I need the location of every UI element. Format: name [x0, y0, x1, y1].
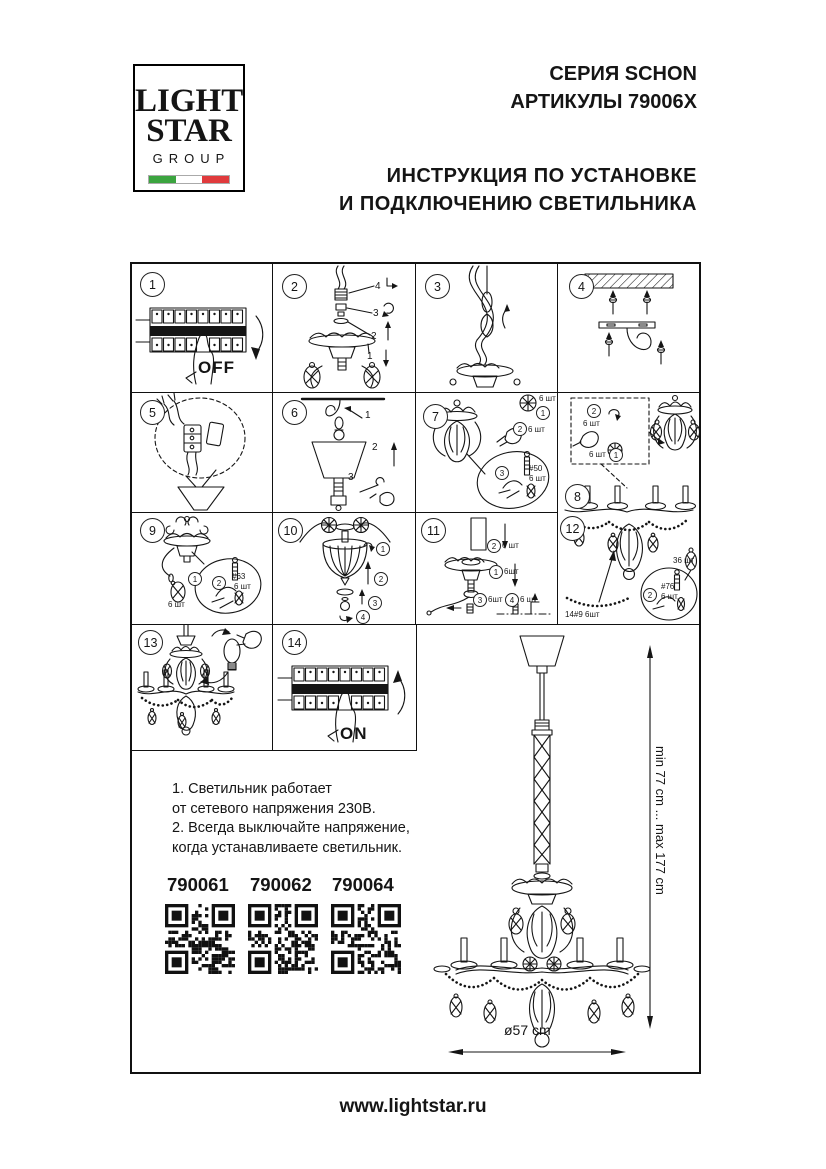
qty-label: 6шт [488, 595, 503, 604]
marker-3: 3 [368, 596, 382, 610]
step-number: 1 [140, 272, 165, 297]
qty-label: 6 шт [528, 425, 545, 434]
step-number: 6 [282, 400, 307, 425]
step-4-cell [557, 264, 699, 392]
marker-2: 2 [487, 539, 501, 553]
italian-flag-stripe [148, 175, 230, 184]
article-number: 790061 [167, 874, 229, 895]
qty-label: 6 шт [529, 474, 546, 483]
flag-red-segment [202, 176, 229, 183]
part-label: 2 [372, 442, 378, 453]
note-line: от сетевого напряжения 230В. [172, 800, 376, 817]
lightstar-logo [133, 64, 245, 192]
qty-label: 6 шт [168, 600, 185, 609]
marker-2: 2 [212, 576, 226, 590]
part-label: 1 [367, 351, 373, 362]
step-10-cell [272, 512, 415, 624]
step-9-cell [132, 512, 272, 624]
step-5-cell [132, 392, 272, 512]
qty-label: 6шт [504, 567, 519, 576]
marker-3: 3 [495, 466, 509, 480]
beads-qty-label: 14#9 6шт [565, 610, 600, 619]
instruction-title-line1: ИНСТРУКЦИЯ ПО УСТАНОВКЕ [386, 165, 697, 187]
logo-word-star: STAR [146, 113, 232, 149]
instruction-title-line2: И ПОДКЛЮЧЕНИЮ СВЕТИЛЬНИКА [338, 193, 697, 215]
part-code-label: #63 [232, 572, 246, 581]
qty-label: 6 шт [520, 595, 537, 604]
marker-1: 1 [489, 565, 503, 579]
step-number: 2 [282, 274, 307, 299]
step-13-cell [132, 624, 272, 750]
diameter-dimension-label: ø57 cm [504, 1022, 551, 1038]
grid-line [416, 624, 417, 750]
marker-1: 1 [188, 572, 202, 586]
on-label: ON [340, 724, 368, 743]
step-number: 8 [565, 484, 590, 509]
step-8-12-cell [557, 392, 699, 624]
step-number: 7 [423, 404, 448, 429]
grid-line [132, 750, 417, 751]
step-14-cell [272, 624, 416, 750]
part-label: 2 [371, 331, 377, 342]
step-11-cell [415, 512, 557, 624]
qty-label: 6 шт [583, 419, 600, 428]
articles-title: АРТИКУЛЫ 79006X [510, 91, 697, 113]
step-number: 9 [140, 518, 165, 543]
qr-code [248, 904, 318, 974]
part-label: 3 [348, 472, 354, 483]
step-7-cell [415, 392, 557, 512]
note-line: 2. Всегда выключайте напряжение, [172, 820, 410, 836]
part-code-label: #50 [529, 464, 543, 473]
logo-word-group: GROUP [152, 151, 231, 166]
logo-word-light: LIGHT [135, 83, 244, 119]
marker-4: 4 [505, 593, 519, 607]
qty-label: 6 шт [234, 582, 251, 591]
marker-2: 2 [374, 572, 388, 586]
marker-1: 1 [536, 406, 550, 420]
note-line: 1. Светильник работает [172, 781, 332, 797]
part-label: 1 [365, 410, 371, 421]
step-number: 14 [282, 630, 307, 655]
marker-4: 4 [356, 610, 370, 624]
part-label: 3 [373, 308, 379, 319]
marker-1: 1 [376, 542, 390, 556]
height-dimension-label: min 77 cm ... max 177 cm [653, 746, 668, 895]
document-titles [339, 60, 697, 218]
part-label: 4 [375, 281, 381, 292]
website-url: www.lightstar.ru [339, 1096, 487, 1117]
marker-3: 3 [473, 593, 487, 607]
article-number: 790064 [332, 874, 394, 895]
marker-2: 2 [587, 404, 601, 418]
step-3-cell [415, 264, 557, 392]
instruction-sheet [130, 262, 701, 1074]
qr-code [165, 904, 235, 974]
step-number: 5 [140, 400, 165, 425]
step-6-cell [272, 392, 415, 512]
qty-label: 6 шт [589, 450, 606, 459]
qty-label: 36 шт [673, 556, 695, 565]
step-2-cell [272, 264, 415, 392]
step-number: 3 [425, 274, 450, 299]
qr-code [331, 904, 401, 974]
step-number: 10 [278, 518, 303, 543]
safety-notes [172, 780, 410, 858]
note-line: когда устанавливаете светильник. [172, 839, 403, 856]
series-title: СЕРИЯ SCHON [549, 63, 697, 85]
qty-label: 6 шт [661, 592, 678, 601]
marker-2: 2 [513, 422, 527, 436]
marker-2: 2 [643, 588, 657, 602]
qty-label: 6 шт [502, 541, 519, 550]
marker-1: 1 [609, 448, 623, 462]
off-label: OFF [198, 358, 235, 377]
step-number: 13 [138, 630, 163, 655]
flag-green-segment [149, 176, 176, 183]
step-number: 11 [421, 518, 446, 543]
step-number: 4 [569, 274, 594, 299]
part-code-label: #76 [661, 582, 675, 591]
step-1-cell [132, 264, 272, 392]
article-number: 790062 [250, 874, 312, 895]
step-number: 12 [560, 516, 585, 541]
flag-white-segment [176, 176, 203, 183]
qty-label: 6 шт [539, 394, 556, 403]
